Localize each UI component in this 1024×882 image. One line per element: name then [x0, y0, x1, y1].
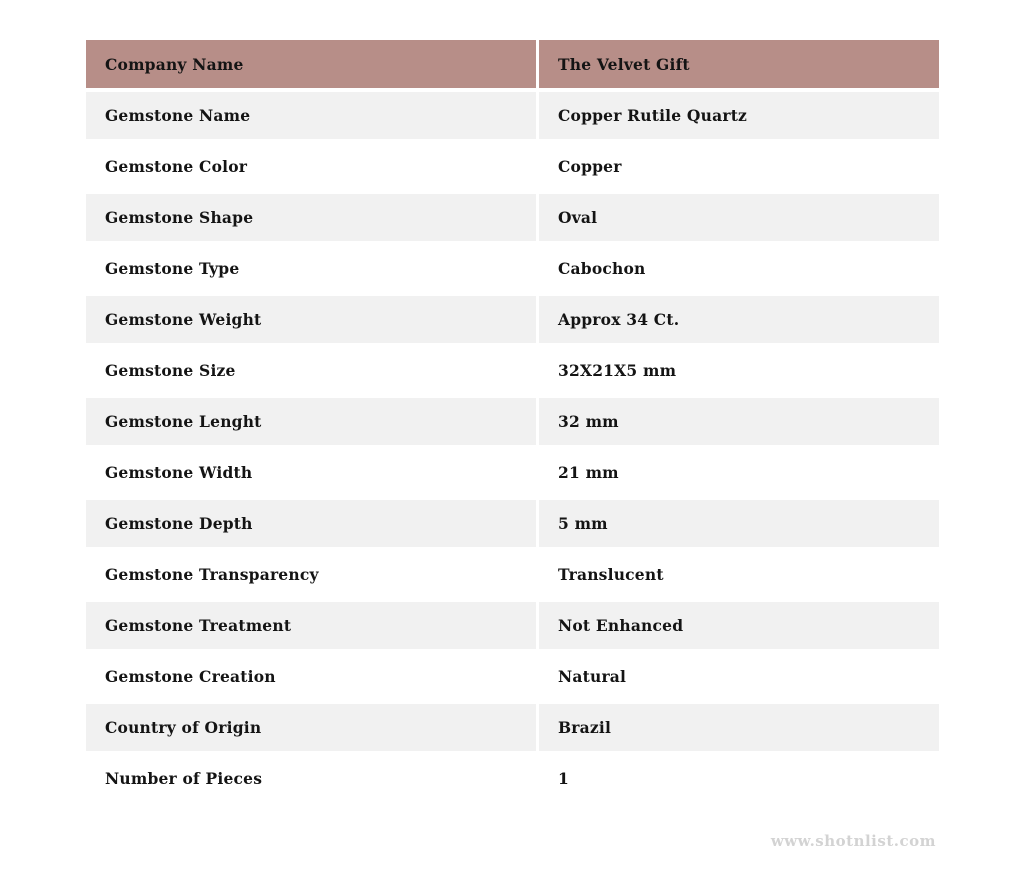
watermark-text: www.shotnlist.com	[770, 832, 936, 850]
row-value-cell: Not Enhanced	[539, 602, 939, 649]
table-header-row	[86, 40, 939, 88]
row-value-cell: Approx 34 Ct.	[539, 296, 939, 343]
row-label-cell: Country of Origin	[86, 704, 536, 751]
table-row	[86, 92, 939, 139]
row-value-cell: Brazil	[539, 704, 939, 751]
row-label-cell: Gemstone Depth	[86, 500, 536, 547]
row-value-cell: 5 mm	[539, 500, 939, 547]
header-company-name-cell: Company Name	[86, 40, 536, 88]
row-value-cell: 21 mm	[539, 449, 939, 496]
table-row	[86, 347, 939, 394]
header-company-value-cell: The Velvet Gift	[539, 40, 939, 88]
table-row	[86, 704, 939, 751]
row-value-cell: Oval	[539, 194, 939, 241]
table-row	[86, 296, 939, 343]
row-value-cell: Copper	[539, 143, 939, 190]
row-label-cell: Gemstone Treatment	[86, 602, 536, 649]
row-label-cell: Gemstone Width	[86, 449, 536, 496]
row-value-cell: 32X21X5 mm	[539, 347, 939, 394]
row-label-cell: Gemstone Name	[86, 92, 536, 139]
table-body	[86, 92, 939, 802]
table-row	[86, 449, 939, 496]
row-label-cell: Number of Pieces	[86, 755, 536, 802]
table-row	[86, 245, 939, 292]
row-label-cell: Gemstone Creation	[86, 653, 536, 700]
table-row	[86, 755, 939, 802]
row-label-cell: Gemstone Weight	[86, 296, 536, 343]
row-label-cell: Gemstone Type	[86, 245, 536, 292]
table-row	[86, 602, 939, 649]
row-label-cell: Gemstone Lenght	[86, 398, 536, 445]
row-label-cell: Gemstone Transparency	[86, 551, 536, 598]
row-label-cell: Gemstone Color	[86, 143, 536, 190]
row-label-cell: Gemstone Shape	[86, 194, 536, 241]
table-row	[86, 653, 939, 700]
row-value-cell: Copper Rutile Quartz	[539, 92, 939, 139]
table-row	[86, 398, 939, 445]
row-value-cell: 1	[539, 755, 939, 802]
table-row	[86, 194, 939, 241]
row-value-cell: Translucent	[539, 551, 939, 598]
row-value-cell: Cabochon	[539, 245, 939, 292]
table-row	[86, 143, 939, 190]
row-value-cell: 32 mm	[539, 398, 939, 445]
table-row	[86, 551, 939, 598]
row-value-cell: Natural	[539, 653, 939, 700]
row-label-cell: Gemstone Size	[86, 347, 536, 394]
gemstone-spec-table	[86, 40, 939, 806]
table-row	[86, 500, 939, 547]
